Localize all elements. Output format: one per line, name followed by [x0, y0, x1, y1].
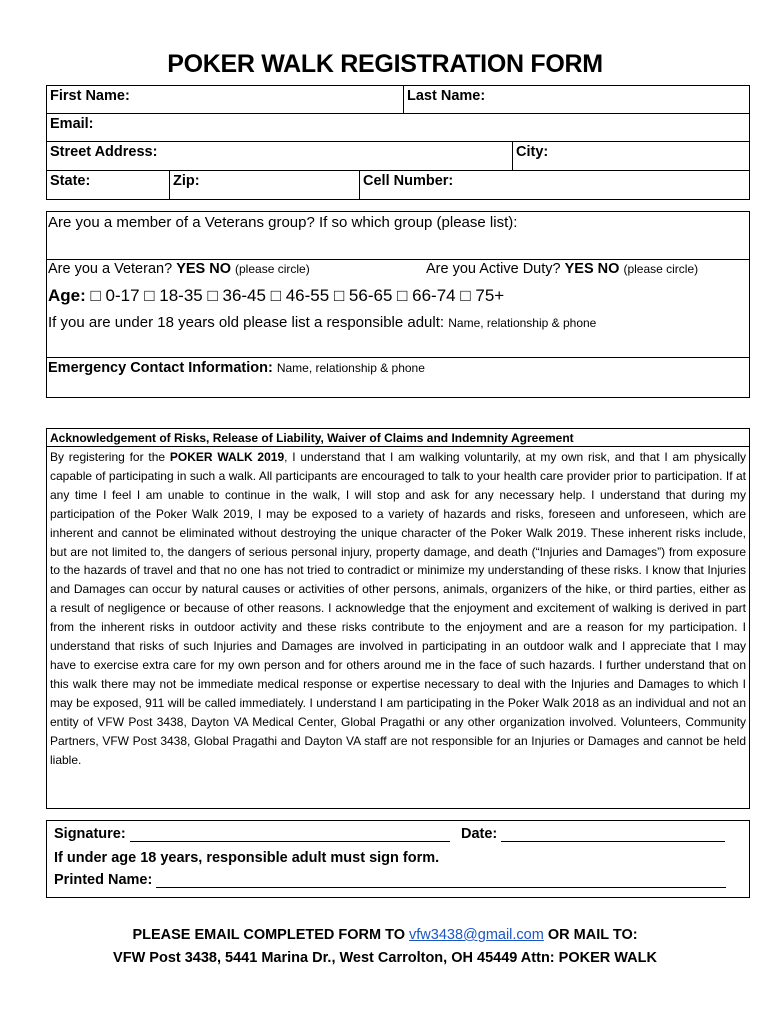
footer-email-suffix: OR MAIL TO: [543, 927, 638, 943]
waiver-body: , I understand that I am walking voluntarily, at my own risk, and that I am physically capable of participating in such a walk. All participants are encouraged to talk to your health care provider prior to participation. If at any time I feel I am unable to continue in the walk, I will stop and ask for any necessary help. I understand that during my participation of the Poker Walk 2019, I may be exposed to a variety of hazards and risks, foreseen and unforeseen, which are inherent and cannot be eliminated without destroying the unique character of the Poker Walk 2019. These inherent risks include, but are not limited to, the dangers of serious personal injury, property damage, and death (“Injuries and Damages”) from exposure to the hazards of travel and that no one has not tried to contradict or minimize my understanding of these risks. I know that Injuries and Damages can occur by natural causes or activities of other persons, animals, organizers of the hike, or third parties, either as a result of negligence or because of other reasons. I acknowledge that the enjoyment and excitement of walking is derived in part from the inherent risks in outdoor activity and these risks contribute to the enjoyment and are a reason for my participation. I understand that risks of such Injuries and Damages are involved in participating in an outdoor walk and I appreciate that I may have to exercise extra care for my own person and for others around me in the face of such hazards. I further understand that on this walk there may not be immediate medical response or expertise necessary to deal with the Injuries and Damages to which I may be exposed, 911 will be called immediately. I understand I am participating in the Poker Walk 2018 as an individual and not an entity of VFW Post 3438, Dayton VA Medical Center, Global Pragathi or any other organization involved. Volunteers, Community Partners, VFW Post 3438, Global Pragathi and Dayton VA staff are not responsible for an Injuries or Damages and cannot be held liable. [50, 450, 746, 767]
age-option-56-65[interactable]: □ 56-65 [333, 286, 393, 305]
age-option-36-45[interactable]: □ 36-45 [207, 286, 266, 305]
first-name-field[interactable] [46, 85, 404, 114]
veteran-question-row [48, 261, 310, 277]
responsible-adult-hint: Name, relationship & phone [448, 316, 597, 330]
date-label: Date: [461, 826, 498, 842]
first-name-label: First Name: [50, 88, 130, 104]
active-duty-question: Are you Active Duty? [426, 261, 561, 277]
emergency-contact-row [48, 360, 425, 376]
signature-label: Signature: [54, 826, 126, 842]
responsible-adult-text: If you are under 18 years old please list a responsible adult [48, 314, 440, 331]
veteran-no-option[interactable]: NO [209, 261, 231, 277]
age-option-18-35[interactable]: □ 18-35 [144, 286, 203, 305]
street-address-label: Street Address: [50, 144, 158, 160]
printed-name-row [54, 872, 726, 888]
age-row [48, 286, 504, 306]
emergency-contact-label: Emergency Contact Information: [48, 360, 273, 376]
date-row [461, 826, 725, 842]
age-option-46-55[interactable]: □ 46-55 [270, 286, 330, 305]
please-circle-note: (please circle) [235, 262, 310, 276]
footer-mail-address: VFW Post 3438, 5441 Marina Dr., West Carrolton, OH 45449 Attn: POKER WALK [113, 950, 657, 966]
signature-field[interactable] [130, 826, 450, 842]
page-title: POKER WALK REGISTRATION FORM [167, 50, 603, 78]
please-circle-note: (please circle) [623, 262, 699, 276]
waiver-heading: Acknowledgement of Risks, Release of Liability, Waiver of Claims and Indemnity Agreement [46, 428, 750, 447]
last-name-field[interactable] [403, 85, 750, 114]
age-option-66-74[interactable]: □ 66-74 [397, 286, 456, 305]
active-duty-yes-option[interactable]: YES [564, 261, 594, 277]
zip-label: Zip: [173, 173, 200, 189]
footer-email-prefix: PLEASE EMAIL COMPLETED FORM TO [132, 927, 410, 943]
last-name-label: Last Name: [407, 88, 486, 104]
divider [46, 357, 750, 358]
age-option-75-plus[interactable]: □ 75+ [460, 286, 505, 305]
cell-number-label: Cell Number: [363, 173, 454, 189]
signature-row [54, 826, 450, 842]
emergency-contact-hint: Name, relationship & phone [276, 361, 425, 375]
footer-email-line [0, 927, 770, 943]
age-label: Age: [48, 286, 86, 305]
colon: : [439, 314, 445, 331]
printed-name-field[interactable] [156, 872, 726, 888]
email-field[interactable] [46, 113, 750, 142]
veteran-yes-option[interactable]: YES [176, 261, 206, 277]
city-field[interactable] [512, 141, 750, 171]
state-label: State: [50, 173, 91, 189]
printed-name-label: Printed Name: [54, 872, 153, 888]
email-link[interactable]: vfw3438@gmail.com [409, 927, 544, 943]
waiver-text [46, 446, 750, 809]
date-field[interactable] [501, 826, 725, 842]
minor-signature-note: If under age 18 years, responsible adult must sign form. [54, 850, 440, 866]
veterans-group-question: Are you a member of a Veterans group? If so which group (please list): [48, 214, 518, 231]
zip-field[interactable] [169, 170, 360, 200]
active-duty-question-row [426, 261, 698, 277]
cell-number-field[interactable] [359, 170, 750, 200]
divider [46, 259, 750, 260]
waiver-intro: By registering for the [50, 450, 170, 464]
street-address-field[interactable] [46, 141, 513, 171]
city-label: City: [516, 144, 549, 160]
waiver-event-name: POKER WALK 2019 [169, 450, 285, 464]
age-option-0-17[interactable]: □ 0-17 [90, 286, 140, 305]
email-label: Email: [50, 116, 94, 132]
active-duty-no-option[interactable]: NO [597, 261, 620, 277]
veteran-question: Are you a Veteran? [48, 261, 173, 277]
responsible-adult-row [48, 314, 596, 331]
state-field[interactable] [46, 170, 170, 200]
